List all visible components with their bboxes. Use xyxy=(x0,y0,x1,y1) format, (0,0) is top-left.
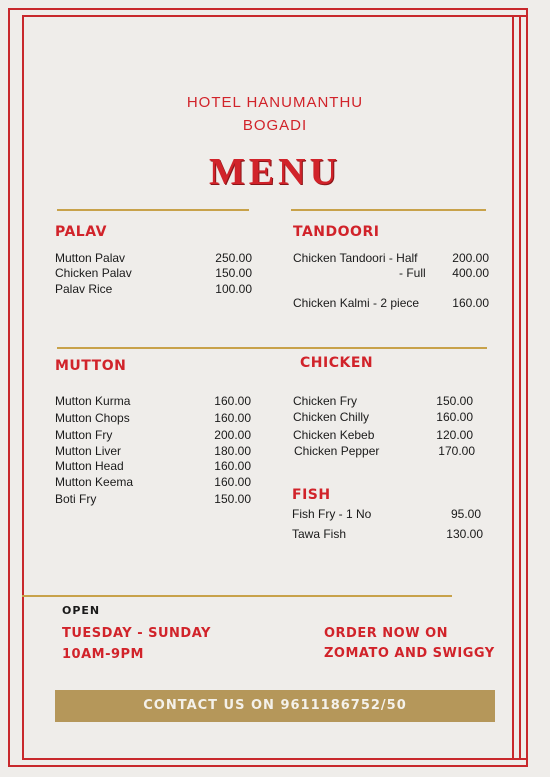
mutton-item-name: Boti Fry xyxy=(55,492,97,506)
tandoori-item-name: Chicken Tandoori - Half xyxy=(293,251,418,265)
open-days: TUESDAY - SUNDAY xyxy=(62,626,211,641)
chicken-item-name: Chicken Pepper xyxy=(294,444,380,458)
mutton-item-price: 200.00 xyxy=(214,428,251,442)
mutton-item-price: 160.00 xyxy=(214,411,251,425)
tandoori-item-price: 400.00 xyxy=(452,266,489,280)
menu-title: MENU xyxy=(208,151,342,193)
divider-left-top xyxy=(57,209,249,211)
palav-item-name: Palav Rice xyxy=(55,282,113,296)
section-title-fish: FISH xyxy=(292,487,331,503)
chicken-item-price: 170.00 xyxy=(438,444,475,458)
mutton-item-name: Mutton Liver xyxy=(55,444,122,458)
tandoori-item-price: 160.00 xyxy=(452,296,489,310)
mutton-item-name: Mutton Fry xyxy=(55,428,113,442)
section-title-chicken: CHICKEN xyxy=(300,355,374,371)
section-title-palav: PALAV xyxy=(55,224,107,240)
mutton-item-name: Mutton Kurma xyxy=(55,394,131,408)
frame-top-inner xyxy=(22,15,527,17)
mutton-item-price: 180.00 xyxy=(214,444,251,458)
tandoori-item-name: Chicken Kalmi - 2 piece xyxy=(293,296,420,310)
mutton-item-price: 160.00 xyxy=(214,459,251,473)
chicken-item-price: 150.00 xyxy=(436,394,473,408)
open-hours: 10AM-9PM xyxy=(62,647,144,662)
mutton-item-name: Mutton Chops xyxy=(55,411,130,425)
chicken-item-price: 160.00 xyxy=(436,410,473,424)
order-line-2: ZOMATO AND SWIGGY xyxy=(324,646,495,661)
open-label: OPEN xyxy=(62,604,101,617)
hotel-name: HOTEL HANUMANTHU xyxy=(186,94,364,111)
divider-bottom xyxy=(22,595,452,597)
chicken-item-price: 120.00 xyxy=(436,428,473,442)
tandoori-item-name: - Full xyxy=(399,266,426,280)
mutton-item-price: 160.00 xyxy=(214,394,251,408)
palav-item-price: 250.00 xyxy=(215,251,252,265)
chicken-item-name: Chicken Chilly xyxy=(293,410,370,424)
order-line-1: ORDER NOW ON xyxy=(324,626,448,641)
mutton-item-price: 160.00 xyxy=(214,475,251,489)
palav-item-name: Chicken Palav xyxy=(55,266,132,280)
section-title-tandoori: TANDOORI xyxy=(293,224,380,240)
frame-bottom-outer xyxy=(8,765,528,767)
divider-middle xyxy=(57,347,487,349)
palav-item-name: Mutton Palav xyxy=(55,251,126,265)
frame-bottom-inner xyxy=(22,758,527,760)
mutton-item-name: Mutton Head xyxy=(55,459,124,473)
fish-item-name: Tawa Fish xyxy=(292,527,347,541)
fish-item-name: Fish Fry - 1 No xyxy=(292,507,372,521)
chicken-item-name: Chicken Kebeb xyxy=(293,428,375,442)
mutton-item-price: 150.00 xyxy=(214,492,251,506)
palav-item-price: 150.00 xyxy=(215,266,252,280)
chicken-item-name: Chicken Fry xyxy=(293,394,358,408)
palav-item-price: 100.00 xyxy=(215,282,252,296)
section-title-mutton: MUTTON xyxy=(55,358,127,374)
fish-item-price: 130.00 xyxy=(446,527,483,541)
tandoori-item-price: 200.00 xyxy=(452,251,489,265)
hotel-location: BOGADI xyxy=(242,117,308,134)
contact-text: CONTACT US ON 9611186752/50 xyxy=(143,698,407,713)
frame-top-outer xyxy=(8,8,528,10)
divider-right-top xyxy=(291,209,486,211)
mutton-item-name: Mutton Keema xyxy=(55,475,134,489)
fish-item-price: 95.00 xyxy=(450,507,481,521)
